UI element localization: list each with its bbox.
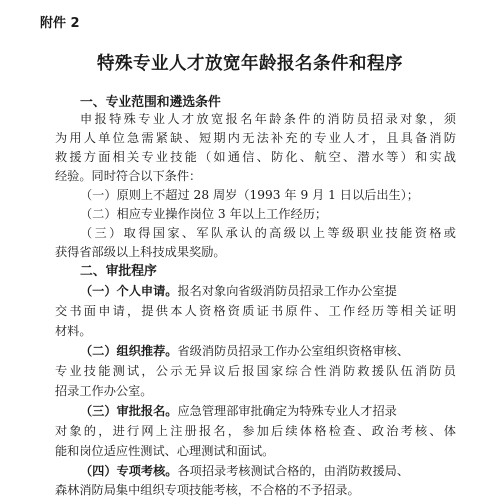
- section-1-paragraph-line: 为用人单位急需紧缺、短期内无法补充的专业人才，且具备消防: [55, 131, 456, 145]
- procedure-step-3-line: 对象的，进行网上注册报名，参加后续体格检查、政治考核、体: [55, 424, 456, 438]
- step-3-label: （三）审批报名。: [80, 404, 178, 418]
- section-2-heading: 二、审批程序: [80, 264, 157, 279]
- procedure-step-4: [80, 464, 456, 479]
- condition-item-3-cont: 获得省部级以上科技成果奖励。: [55, 245, 226, 259]
- section-1-paragraph-line: 经验。同时符合以下条件：: [55, 169, 202, 183]
- procedure-step-2-line: 专业技能测试，公示无异议后报国家综合性消防救援队伍消防员: [55, 364, 456, 378]
- condition-item-2: （二）相应专业操作岗位 3 年以上工作经历；: [80, 207, 328, 221]
- procedure-step-4-line: 森林消防局集中组织专项技能考核，不合格的不予招录。: [55, 483, 360, 497]
- step-1-label: （一）个人申请。: [80, 284, 178, 298]
- step-4-label: （四）专项考核。: [80, 464, 178, 478]
- step-3-text: 应急管理部审批确定为特殊专业人才招录: [177, 404, 397, 418]
- section-1-paragraph-line: 救援方面相关专业技能（如通信、防化、航空、潜水等）和实战: [55, 150, 456, 164]
- document-title: 特殊专业人才放宽年龄报名条件和程序: [97, 54, 403, 74]
- condition-item-3: （三）取得国家、军队承认的高级以上等级职业技能资格或: [80, 226, 456, 240]
- procedure-step-2: [80, 344, 456, 359]
- step-2-label: （二）组织推荐。: [80, 344, 178, 358]
- attachment-label: 附件 2: [40, 16, 80, 31]
- procedure-step-2-line: 招录工作办公室。: [55, 384, 153, 398]
- section-1-paragraph-line: 申报特殊专业人才放宽报名年龄条件的消防员招录对象，须: [80, 112, 456, 126]
- step-2-text: 省级消防员招录工作办公室组织资格审核、: [177, 344, 410, 358]
- condition-item-1: （一）原则上不超过 28 周岁（1993 年 9 月 1 日以后出生）；: [80, 188, 419, 202]
- procedure-step-1: [80, 284, 456, 299]
- step-1-text: 报名对象向省级消防员招录工作办公室提: [177, 284, 397, 298]
- procedure-step-1-line: 交书面申请，提供本人资格资质证书原件、工作经历等相关证明: [55, 304, 456, 318]
- step-4-text: 各项招录考核测试合格的，由消防救援局、: [177, 464, 410, 478]
- section-1-heading: 一、专业范围和遴选条件: [80, 95, 221, 110]
- procedure-step-3: [80, 404, 456, 419]
- procedure-step-3-line: 能和岗位适应性测试、心理测试和面试。: [55, 444, 275, 458]
- procedure-step-1-line: 材料。: [55, 324, 92, 338]
